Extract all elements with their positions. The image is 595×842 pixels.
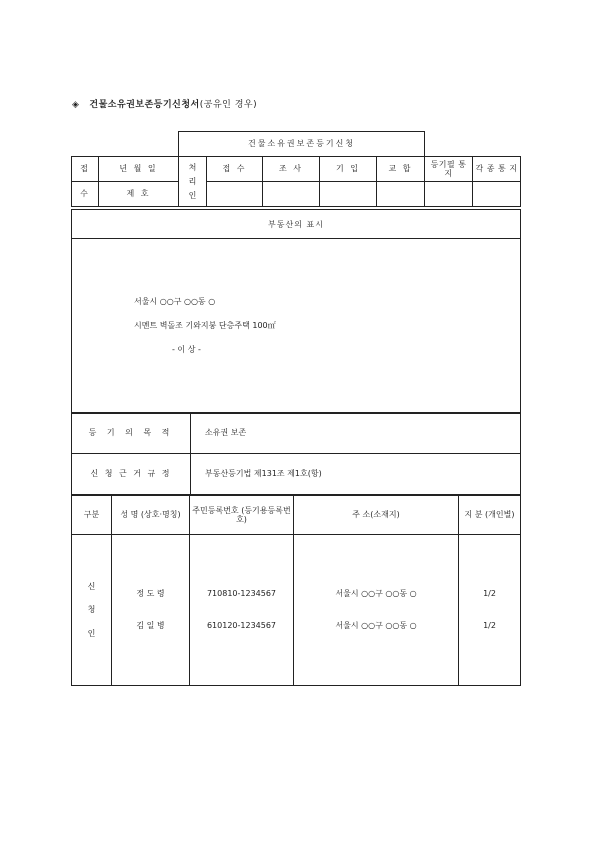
basis-value: 부동산등기법 제131조 제1호(항) xyxy=(191,454,521,495)
applicants-table xyxy=(71,495,521,686)
applicant-share: 1/2 xyxy=(483,589,496,599)
applicant-category xyxy=(72,535,112,686)
date-label: 년 월 일 xyxy=(99,157,179,182)
receipt-label-bottom: 수 xyxy=(72,182,99,207)
basis-label: 신 청 근 거 규 정 xyxy=(72,454,191,495)
property-section xyxy=(71,209,521,414)
category-char-2: 청 xyxy=(87,605,96,615)
applicant-shares xyxy=(459,535,521,686)
purpose-label: 등 기 의 목 적 xyxy=(72,413,191,454)
document-title xyxy=(72,97,257,110)
cell-investigation-sign xyxy=(263,182,320,207)
purpose-table xyxy=(71,412,521,495)
receipt-header: 건물소유권보존등기신청 xyxy=(179,132,425,157)
col-investigation: 조 사 xyxy=(263,157,320,182)
receipt-label-top: 접 xyxy=(72,157,99,182)
header-share: 지 분 (개인별) xyxy=(459,496,521,535)
cell-various-notice-sign xyxy=(473,182,521,207)
header-category: 구분 xyxy=(72,496,112,535)
category-char-1: 신 xyxy=(87,582,96,592)
receipt-table xyxy=(71,131,521,207)
header-id: 주민등록번호 (등기용등록번호) xyxy=(190,496,294,535)
applicant-address: 서울시 ○○구 ○○동 ○ xyxy=(335,589,417,599)
col-receipt: 접 수 xyxy=(207,157,263,182)
processor-label: 처 리 인 xyxy=(179,157,207,207)
col-registration-notice: 등기필 통 지 xyxy=(425,157,473,182)
applicant-name: 김 일 병 xyxy=(136,621,165,631)
title-sub: (공유인 경우) xyxy=(199,100,258,110)
col-various-notice: 각 종 통 지 xyxy=(473,157,521,182)
header-address: 주 소(소재지) xyxy=(294,496,459,535)
applicant-id: 710810-1234567 xyxy=(206,589,277,599)
cell-collation-sign xyxy=(377,182,425,207)
cell-receipt-sign xyxy=(207,182,263,207)
property-address: 서울시 ○○구 ○○동 ○ xyxy=(134,297,216,306)
cell-entry-sign xyxy=(320,182,377,207)
purpose-value: 소유권 보존 xyxy=(191,413,521,454)
applicant-addresses xyxy=(294,535,459,686)
applicant-names xyxy=(112,535,190,686)
property-title: 부동산의 표시 xyxy=(72,210,520,239)
category-char-3: 인 xyxy=(87,628,96,638)
header-name: 성 명 (상호·명칭) xyxy=(112,496,190,535)
title-main: 건물소유권보존등기신청서 xyxy=(89,100,200,110)
applicant-share: 1/2 xyxy=(483,621,496,631)
col-collation: 교 합 xyxy=(377,157,425,182)
applicant-address: 서울시 ○○구 ○○동 ○ xyxy=(335,621,417,631)
property-end-mark: - 이 상 - xyxy=(172,345,201,354)
property-structure: 시멘트 벽돌조 기와지붕 단층주택 100㎡ xyxy=(134,321,276,330)
cell-registration-notice-sign xyxy=(425,182,473,207)
number-label: 제 호 xyxy=(99,182,179,207)
diamond-bullet-icon: ◈ xyxy=(72,100,80,110)
col-entry: 기 입 xyxy=(320,157,377,182)
applicant-name: 정 도 령 xyxy=(136,589,165,599)
applicant-ids xyxy=(190,535,294,686)
applicant-id: 610120-1234567 xyxy=(206,621,277,631)
